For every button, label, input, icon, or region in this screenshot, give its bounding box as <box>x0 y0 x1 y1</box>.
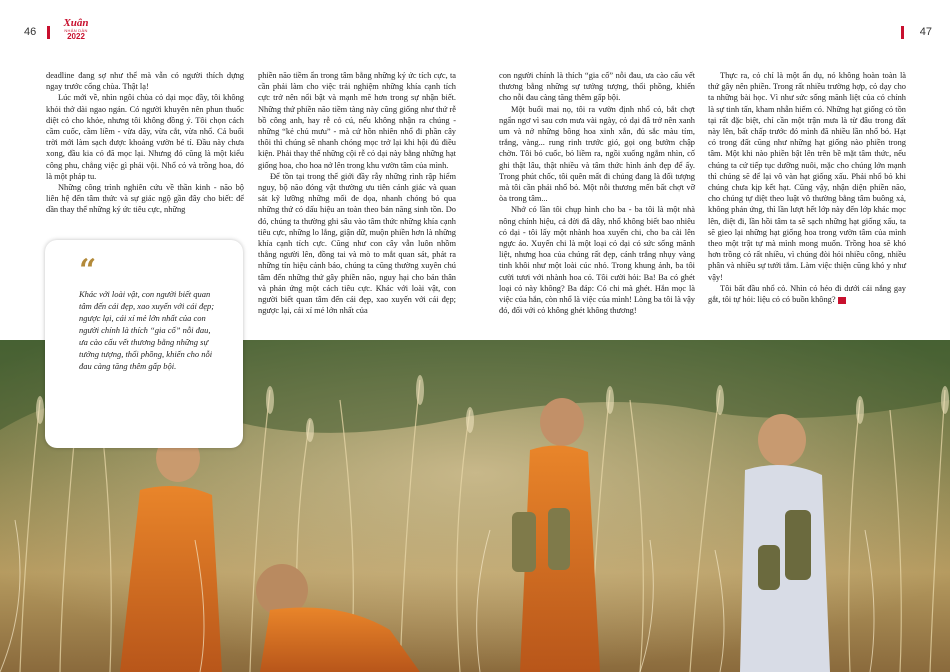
paragraph: Để tồn tại trong thế giới đầy rẫy những rình rập hiểm nguy, bộ não đóng vật thường ưu tiên cảnh giác và quan sát kỹ lưỡng những mối đe dọa, nhanh chóng bỏ qua những thứ có dấu hiệu an toàn theo bản năng sinh tồn. Do đó, chúng ta thường ghi sâu vào tâm thức những khía cạnh tiêu cực, những lo lắng, giận dữ, muộn phiền hơn là những khía cạnh tích cực. Cũng như con cây vẫn luôn nhồm thẳng người lên, đồng tai và mò to mắt quan sát, phát ra những tín hiệu cảnh báo, chúng ta cũng thường xuyên chú tâm đến những thứ gây phiền não, nguy hại cho bản thân và phản ứng một cách tiêu cực. Khác với loài vật, con người biết quan tâm đến cái đẹp, xao xuyến với cái đẹp; ngược lại, cái xí mẻ lớn nhất của <box>258 171 456 316</box>
paragraph: Một buổi mai nọ, tôi ra vườn định nhổ cỏ, bắt chợt ngẩn ngơ vì sau cơn mưa vài ngày, cỏ dại đã trở nên xanh um và nở những bông hoa xinh xắn, đủ sắc màu tím, trắng, vàng... rung rinh trước gió, gọi ong bướm chập chờn. Tôi bỏ cuốc, bỏ liềm ra, ngồi xuống ngắm nhìn, cố ghi thật lâu, thật nhiều và tâm thức hình ảnh đẹp để ấy. Trong phút chốc, tôi quên mất đi chúng đang là đối tượng mà tôi cần phải nhổ bỏ. Một nỗi thương mến bất chợt vỡ òa trong tâm... <box>499 104 695 204</box>
paragraph: Nhớ có lần tôi chụp hình cho ba - ba tôi là một nhà nông chính hiệu, cả đời đã dây, nhổ không biết bao nhiêu cỏ dại - tôi lấy một nhành hoa xuyến chi, cho ba cài lên ngực áo. Xuyến chi là một loại cỏ dại có sức sống mãnh liệt, nhưng hoa của chúng rất đẹp, cánh trắng nhụy vàng tinh khôi như một loài cúc nhỏ. Trong khung ảnh, ba tôi cười tươi với nhành hoa cỏ. Tôi cười hỏi: Ba! Ba có ghét loại cỏ này không? Ba đáp: Có chi mà ghét. Hắn mọc là việc của hắn, còn nhổ là việc của mình! Lòng ba tôi là vậy đó, đối với cỏ không ghét không thương! <box>499 205 695 316</box>
text-column-1 <box>46 70 244 216</box>
text-column-4 <box>708 70 906 305</box>
page-number-right: 47 <box>919 26 932 38</box>
paragraph: con người chính là thích “gia cố” nỗi đau, ưa cào cấu vết thương bằng những sự tưởng tượng, thổi phồng, khiến cho nỗi đau càng tăng thêm gấp bội. <box>499 71 695 103</box>
header-rule-left <box>47 26 50 39</box>
pull-quote-text: Khác với loài vật, con người biết quan tâm đến cái đẹp, xao xuyến với cái đẹp; ngược lại, cái xí mẻ lớn nhất của con người chính là thích “gia cố” nỗi đau, ưa cào cấu vết thương bằng những sự tưởng tượng, thổi phồng, khiến cho nỗi đau càng tăng thêm gấp bội. <box>79 289 215 371</box>
paragraph: Những công trình nghiên cứu về thần kinh - não bộ liên hệ đến tâm thức và sự giác ngộ gần đây cho biết: để dần thay thế những ký ức tiêu cực, những <box>46 183 244 215</box>
paragraph: Thực ra, cỏ chỉ là một ẩn dụ, nó không hoàn toàn là thứ gây nên phiền. Trong rất nhiều trường hợp, cỏ dạy cho ta những bài học. Vì như sức sống mãnh liệt của cỏ chính là sự tinh tấn, kham nhẫn hiếm có. Những hạt giống cỏ tồn tại rất đặc biệt, chỉ cần một trận mưa là từ đâu trong đất này lên, bất chấp trước đó mình đã nhiều lần nhổ bỏ. Hạt cỏ trong đất cũng như những hạt giống nào phiền trong tâm. Một khi nào phiền bật lên trên bề mặt tâm thức, nếu chúng ta cứ tiếp tục dưỡng nuôi, mặc cho chúng lớn mạnh thì chúng sẽ để lại vô vàn hạt giống xấu. Phải nhổ bỏ khi chúng chưa kịp kết hạt. Cũng vậy, nhận diện phiền não, cho chúng tự diệt theo luật vô thường bằng tâm buông xả, không phán ứng, thì lần lượt hết lớp này đến lớp khác mọc lên, diệt đi, lần hồi tâm ta sẽ sạch những hạt giống xấu, ta sẽ gieo lại những hạt giống hoa trong vườn tâm của mình theo một trật tự mà mình mong muốn. Trồng hoa sẽ khó hơn trồng cỏ rất nhiều, vì chúng đòi hỏi nhiều công, nhiều phân và nhiều sự tưới tắm. Làm việc thiện cũng khó y như vậy! <box>708 71 906 282</box>
paragraph: phiền não tiềm ẩn trong tâm bằng những ký ức tích cực, ta cần phải làm cho việc trải nghiệm những khía cạnh tích cực trở nên nổi bật và mạnh mẽ hơn trong sự nhận biết. Những thứ phiền não tiềm tàng này cũng giống như thứ rễ bồ công anh, hay rễ cỏ cú, nếu không nhận ra chúng - những “kẻ chủ mưu” - mà cứ hồn nhiên nhổ đi phần cây thôi thì chúng sẽ nhanh chóng mọc trở lại khi hội đủ điều kiện. Phải thay thế những cội rễ cỏ dại này bằng những hạt giống hoa, cho hoa nở lên trong khu vườn tâm của mình. <box>258 71 456 170</box>
quote-mark-icon: “ <box>79 253 97 288</box>
text-column-2 <box>258 70 456 316</box>
paragraph: deadline đang sợ như thể mà vẫn có người thích dựng ngay trước cổng chùa. Thật lạ! <box>46 71 244 92</box>
magazine-logo: Xuân NHÂN DÂN 2022 <box>63 17 89 41</box>
end-of-article-icon <box>838 297 846 304</box>
page-number-left: 46 <box>24 26 37 38</box>
paragraph: Lúc mới về, nhìn ngôi chùa cỏ dại mọc đầy, tôi không khỏi thở dài ngao ngán. Có người khuyên nên phun thuốc diệt cỏ cho khỏe, nhưng tôi không đồng ý. Tôi chọn cách cầm cuốc, cầm liềm - vừa dãy, vừa cắt, vừa nhổ. Cả buổi trời mới làm sạch được khoảng vườn bé tí. Đầu này chưa xong, đầu kia cỏ đã mọc lại. Nhưng đó cũng là một kiểu công phu, chẳng việc gì phải vội. Nhổ cỏ và trồng hoa, đó là một pháp tu. <box>46 93 244 181</box>
paragraph: Tôi bất đầu nhổ cỏ. Nhìn cỏ héo đi dưới cái nắng gay gắt, tôi tự hỏi: liệu cỏ có buồn không? <box>708 283 906 305</box>
text-column-3 <box>499 70 695 316</box>
pull-quote-box <box>45 240 243 448</box>
header-rule-right <box>901 26 904 39</box>
